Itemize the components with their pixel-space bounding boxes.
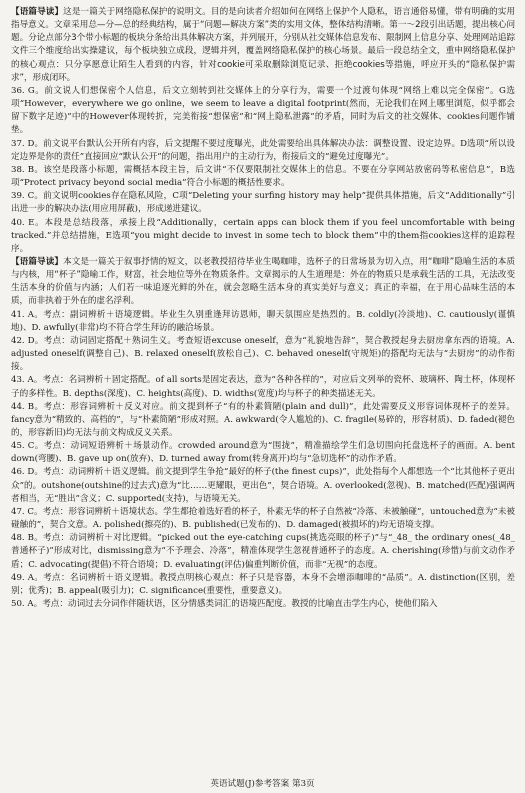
- answer-50: 50. A。考点：动词过去分词作伴随状语，区分情感类词汇的语境匹配度。教授的比喻直击学生内心，使他们陷入: [11, 599, 438, 610]
- answer-42: 42. D。考点：动词固定搭配＋熟词生义。考查短语excuse oneself，意为“礼貌地告辞”，契合教授起身去厨房拿东西的语境。A. adjusted oneself(调整自己)、B. relaxed oneself(放松自己)、C. behaved oneself(守规矩)的搭配均无法与“去厨房”的动作衔接。: [11, 335, 515, 373]
- answer-40: 40. E。本段是总结段落，承接上段“Additionally，certain apps can block them if you feel uncomfortable with being tracked.”并总结措施，E选项“you might decide to invest in some tech to block them”中的them指cookies这样的追踪程序。: [11, 217, 515, 254]
- answer-45: 45. C。考点：动词短语辨析＋场景动作。crowded around意为“围拢”，精准描绘学生们急切围向托盘选杯子的画面。A. bent down(弯腰)、B. gave up on(放弃)、D. turned away from(转身离开)均与“急切选杯”的动作矛盾。: [11, 441, 515, 465]
- answer-37: 37. D。前文说平台默认公开所有内容，后文提醒不要过度曝光，此处需要给出具体解决办法：调整设置、设定边界。D选项“所以设定边界是你的责任”直接回应“默认公开”的问题，指出用户的主动行为，衔接后文的“避免过度曝光”。: [11, 138, 515, 162]
- answer-46: 46. D。考点：动词辨析＋语义逻辑。前文提到学生争抢“最好的杯子(the finest cups)”，此处指每个人都想选一个“比其他杯子更出众”的。outshone(outshine的过去式)意为“比……更耀眼，更出色”，契合语境。A. overlooked(忽视)、B. matched(匹配)强调两者相当，无“胜出”含义；C. supported(支持)，与语境无关。: [11, 467, 515, 504]
- reading-guide-1: [11, 6, 515, 85]
- answer-38: 38. B。该空是段落小标题，需概括本段主旨，后文讲“不仅要限制社交媒体上的信息。不要在分享网站放密码等私密信息”，B选项“Protect privacy beyond social media”符合小标题的概括性要求。: [11, 164, 515, 189]
- answer-48: 48. B。考点：动词辨析＋对比逻辑。“picked out the eye-catching cups(挑选亮眼的杯子)”与“_48_ the ordinary ones(_48_普通杯子)”形成对比，dismissing意为“不予理会、冷落”，精准体现学生忽视普通杯子的态度。A. cherishing(珍惜)与前文动作矛盾；C. advocating(提倡)不符合语境；D. evaluating(评估)偏重判断价值，而非“无视”的态度。: [11, 533, 515, 570]
- guide-tag: 【语篇导读】: [11, 7, 64, 17]
- answer-41: 41. A。考点：副词辨析＋语境逻辑。毕业生久别重逢拜访恩师，聊天氛围应是热烈的。B. coldly(冷淡地)、C. cautiously(谨慎地)、D. awfully(非常)均不符合学生拜访的融洽场景。: [11, 309, 515, 333]
- answer-43: 43. A。考点：名词辨析＋固定搭配。of all sorts是固定表达，意为“各种各样的”，对应后文列举的瓷杯、玻璃杯、陶土杯，体现杯子的多样性。B. depths(深度)、C. heights(高度)、D. widths(宽度)均与杯子的种类描述无关。: [11, 375, 515, 399]
- answer-47: 47. C。考点：形容词辨析＋语境状态。学生都抢着选好看的杯子，朴素无华的杯子自然被“冷落、未被触碰”，untouched意为“未被碰触的”，契合文意。A. polished(擦亮的)、B. published(已发布的)、D. damaged(被损坏的)均无语境支撑。: [11, 506, 515, 531]
- page-footer: 英语试题(J)参考答案 第3页: [210, 779, 315, 789]
- answer-39: 39. C。前文说明cookies存在隐私风险，C项“Deleting your surfing history may help”提供具体措施，后文“Additionally”引出进一步的解决办法(用应用屏蔽)，形成递进建议。: [11, 191, 515, 215]
- guide-text: 这是一篇关于网络隐私保护的说明文。目的是向读者介绍如何在网络上保护个人隐私，语言通俗易懂，带有明确的实用指导意义。文章采用总—分—总的经典结构，属于“问题—解决方案”类的实用文体，整体结构清晰。第一～2段引出话题，提出核心问题。分论点部分3个带小标题的板块分条给出具体解决方案，并列展开，分别从社交媒体信息发布、限制网上信息分享、处理网站追踪文件三个维度给出实操建议，每个板块独立成段，逻辑并列，覆盖网络隐私保护的核心场景。最后一段总结全文，重申网络隐私保护的核心观点：只分享愿意让陌生人看到的内容，针对cookie可采取删除浏览记录、拒绝cookies等措施，呼应开头的“隐私保护需求”，形成闭环。: [11, 7, 515, 83]
- answer-44: 44. B。考点：形容词辨析＋反义对应。前文提到杯子“有的朴素简陋(plain and dull)”，此处需要反义形容词体现杯子的差异。fancy意为“精致的、高档的”，与“朴素简陋”形成对照。A. awkward(令人尴尬的)、C. fragile(易碎的，形容材质)、D. faded(褪色的，形容新旧)均无法与前文构成反义关系。: [11, 401, 515, 438]
- guide-tag: 【语篇导读】: [11, 256, 64, 267]
- answer-49: 49. A。考点：名词辨析＋语义逻辑。教授点明核心观点：杯子只是容器，本身不会增添咖啡的“品质”。A. distinction(区别，差别；优秀)；B. appeal(吸引力)；C. significance(重要性，重要意义)。: [11, 572, 515, 596]
- guide-text: 本文是一篇关于叙事抒情的短文，以老教授招待毕业生喝咖啡，选杯子的日常场景为切入点，用“咖啡”隐喻生活的本质与内核，用“杯子”隐喻工作，财富，社会地位等外在物质条件。文章揭示的人生道理是：外在的物质只是承载生活的工具，无法改变生活本身的价值与内涵；人们若一味追逐光鲜的外在，就会忽略生活本身的真实美好与意义；真正的幸福，在于用心品味生活的本质，而非执着于外在的虚名浮利。: [11, 256, 516, 307]
- answer-36: 36. G。前文说人们想保密个人信息，后文立刻转到社交媒体上的分享行为，需要一个过渡句体现“网络上难以完全保密”。G选项“However，everywhere we go online，we seem to leave a digital footprint(然而，无论我们在网上哪里浏览，似乎都会留下数字足迹)”中的However体现转折，完美衔接“想保密”和“网上隐私泄露”的矛盾，同时为后文的社交媒体、cookies问题作铺垫。: [11, 85, 515, 136]
- reading-guide-2: [11, 256, 515, 309]
